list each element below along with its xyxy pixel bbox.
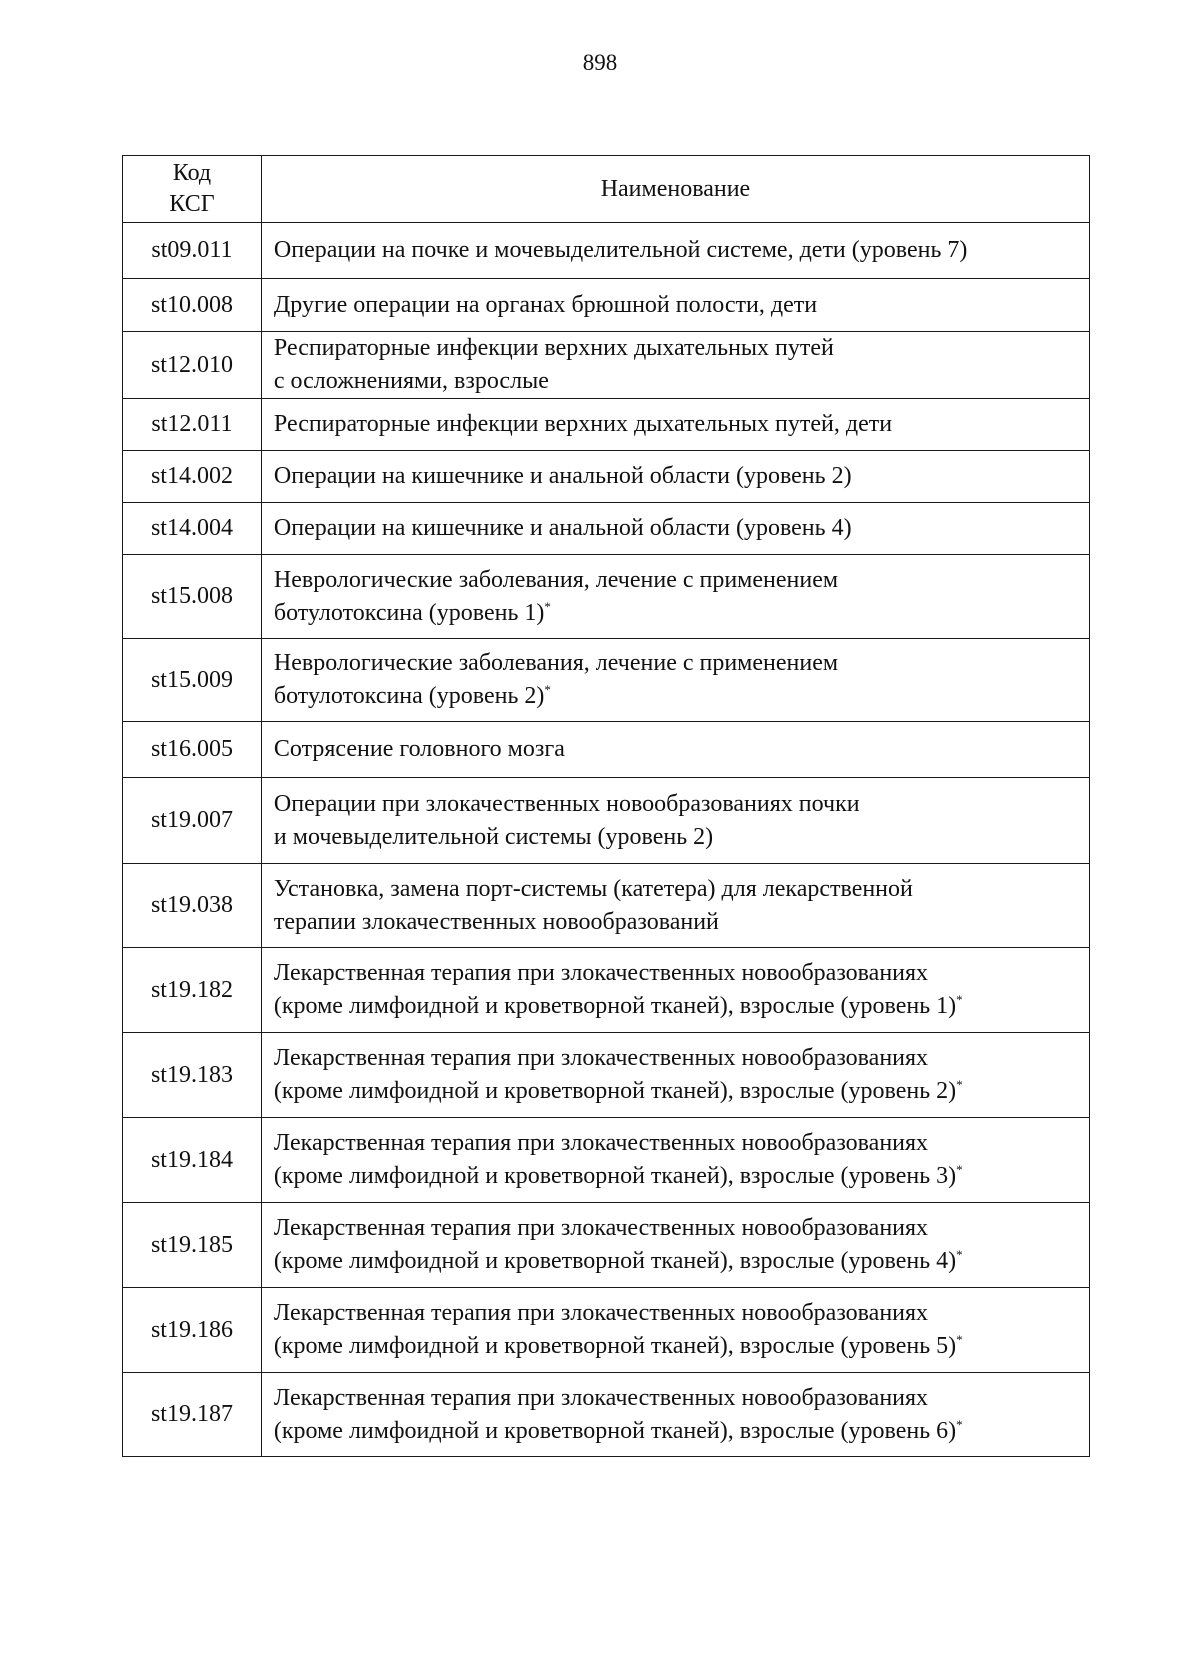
header-code-label: Код КСГ — [169, 160, 215, 217]
header-name — [261, 156, 1089, 223]
ksg-code: st14.004 — [150, 515, 233, 541]
ksg-code: st19.007 — [150, 807, 233, 833]
ksg-code-cell — [123, 555, 262, 639]
ksg-name-cell — [261, 399, 1089, 451]
ksg-code-cell — [123, 778, 262, 864]
ksg-name: Респираторные инфекции верхних дыхательных путей, дети — [273, 411, 893, 437]
ksg-code-cell — [123, 1288, 262, 1373]
ksg-code-cell — [123, 1033, 262, 1118]
ksg-name-cell — [261, 1288, 1089, 1373]
ksg-name-cell — [261, 722, 1089, 778]
footnote-marker: * — [956, 1332, 963, 1347]
ksg-code-cell — [123, 451, 262, 503]
ksg-name-cell — [261, 1203, 1089, 1288]
table-row — [123, 948, 1090, 1033]
ksg-code: st19.184 — [150, 1146, 233, 1173]
ksg-code-cell — [123, 1118, 262, 1203]
ksg-code-cell — [123, 639, 262, 722]
ksg-code-cell — [123, 1373, 262, 1457]
ksg-code-cell — [123, 503, 262, 555]
table-row — [123, 223, 1090, 279]
ksg-name-cell — [261, 503, 1089, 555]
ksg-code: st14.002 — [150, 463, 233, 489]
table-row — [123, 1203, 1090, 1288]
ksg-code-cell — [123, 399, 262, 451]
header-code — [123, 156, 262, 223]
ksg-name-cell — [261, 1118, 1089, 1203]
ksg-name: Лекарственная терапия при злокачественных новообразованиях (кроме лимфоидной и кроветворной тканей), взрослые (уровень 6) — [273, 1384, 957, 1444]
ksg-name: Лекарственная терапия при злокачественных новообразованиях (кроме лимфоидной и кроветворной тканей), взрослые (уровень 3) — [273, 1130, 957, 1189]
table-row — [123, 1288, 1090, 1373]
ksg-name: Неврологические заболевания, лечение с применением ботулотоксина (уровень 2) — [273, 650, 839, 709]
table-body — [123, 223, 1090, 1457]
ksg-name: Лекарственная терапия при злокачественных новообразованиях (кроме лимфоидной и кроветворной тканей), взрослые (уровень 4) — [273, 1215, 957, 1274]
ksg-name-cell — [261, 332, 1089, 399]
table-header-row — [123, 156, 1090, 223]
ksg-code: st19.187 — [150, 1401, 233, 1427]
table-row — [123, 864, 1090, 948]
ksg-table — [122, 155, 1090, 1457]
table-row — [123, 451, 1090, 503]
ksg-code: st12.011 — [151, 411, 233, 437]
footnote-marker: * — [956, 1247, 963, 1262]
ksg-code-cell — [123, 722, 262, 778]
ksg-name: Установка, замена порт-системы (катетера) для лекарственной терапии злокачественных новообразований — [273, 875, 913, 935]
table-row — [123, 639, 1090, 722]
ksg-code-cell — [123, 864, 262, 948]
ksg-name: Операции на почке и мочевыделительной системе, дети (уровень 7) — [273, 237, 968, 263]
page-number: 898 — [582, 50, 618, 75]
table-row — [123, 503, 1090, 555]
table-row — [123, 1118, 1090, 1203]
footnote-marker: * — [544, 598, 551, 614]
footnote-marker: * — [544, 682, 551, 697]
ksg-name-cell — [261, 1373, 1089, 1457]
ksg-name: Другие операции на органах брюшной полости, дети — [273, 291, 818, 318]
ksg-name-cell — [261, 1033, 1089, 1118]
ksg-code-cell — [123, 948, 262, 1033]
ksg-code-cell — [123, 223, 262, 279]
ksg-name-cell — [261, 555, 1089, 639]
table-row — [123, 332, 1090, 399]
ksg-code: st19.182 — [150, 976, 233, 1003]
ksg-code: st19.038 — [150, 892, 233, 918]
ksg-name-cell — [261, 778, 1089, 864]
footnote-marker: * — [956, 1162, 963, 1177]
ksg-name-cell — [261, 864, 1089, 948]
ksg-code-cell — [123, 332, 262, 399]
ksg-name: Лекарственная терапия при злокачественных новообразованиях (кроме лимфоидной и кроветворной тканей), взрослые (уровень 2) — [273, 1045, 957, 1104]
table-row — [123, 1373, 1090, 1457]
table-row — [123, 778, 1090, 864]
ksg-name: Сотрясение головного мозга — [273, 736, 565, 762]
table-row — [123, 279, 1090, 332]
ksg-code: st19.183 — [150, 1061, 233, 1088]
ksg-code-cell — [123, 1203, 262, 1288]
table-row — [123, 399, 1090, 451]
ksg-code: st12.010 — [150, 351, 233, 378]
ksg-code: st10.008 — [150, 291, 233, 318]
ksg-code-cell — [123, 279, 262, 332]
footnote-marker: * — [956, 992, 963, 1007]
ksg-code: st19.185 — [150, 1231, 233, 1258]
ksg-name: Неврологические заболевания, лечение с применением ботулотоксина (уровень 1) — [273, 566, 839, 626]
table-row — [123, 722, 1090, 778]
ksg-code: st15.008 — [150, 583, 233, 609]
ksg-code: st19.186 — [150, 1316, 233, 1343]
ksg-name: Операции на кишечнике и анальной области (уровень 2) — [273, 463, 852, 489]
ksg-code: st16.005 — [150, 736, 233, 762]
ksg-name: Респираторные инфекции верхних дыхательных путей с осложнениями, взрослые — [273, 335, 834, 394]
ksg-name: Лекарственная терапия при злокачественных новообразованиях (кроме лимфоидной и кроветворной тканей), взрослые (уровень 5) — [273, 1300, 957, 1359]
ksg-name-cell — [261, 948, 1089, 1033]
ksg-name-cell — [261, 223, 1089, 279]
footnote-marker: * — [956, 1077, 963, 1092]
ksg-name: Операции на кишечнике и анальной области (уровень 4) — [273, 515, 852, 541]
ksg-name-cell — [261, 279, 1089, 332]
table-row — [123, 555, 1090, 639]
footnote-marker: * — [956, 1416, 963, 1432]
ksg-code: st09.011 — [151, 237, 233, 263]
ksg-name-cell — [261, 451, 1089, 503]
ksg-name: Операции при злокачественных новообразованиях почки и мочевыделительной системы (уровень 2) — [273, 790, 860, 850]
ksg-code: st15.009 — [150, 666, 233, 693]
ksg-name-cell — [261, 639, 1089, 722]
header-name-label: Наименование — [600, 175, 751, 202]
ksg-name: Лекарственная терапия при злокачественных новообразованиях (кроме лимфоидной и кроветворной тканей), взрослые (уровень 1) — [273, 960, 957, 1019]
table-row — [123, 1033, 1090, 1118]
